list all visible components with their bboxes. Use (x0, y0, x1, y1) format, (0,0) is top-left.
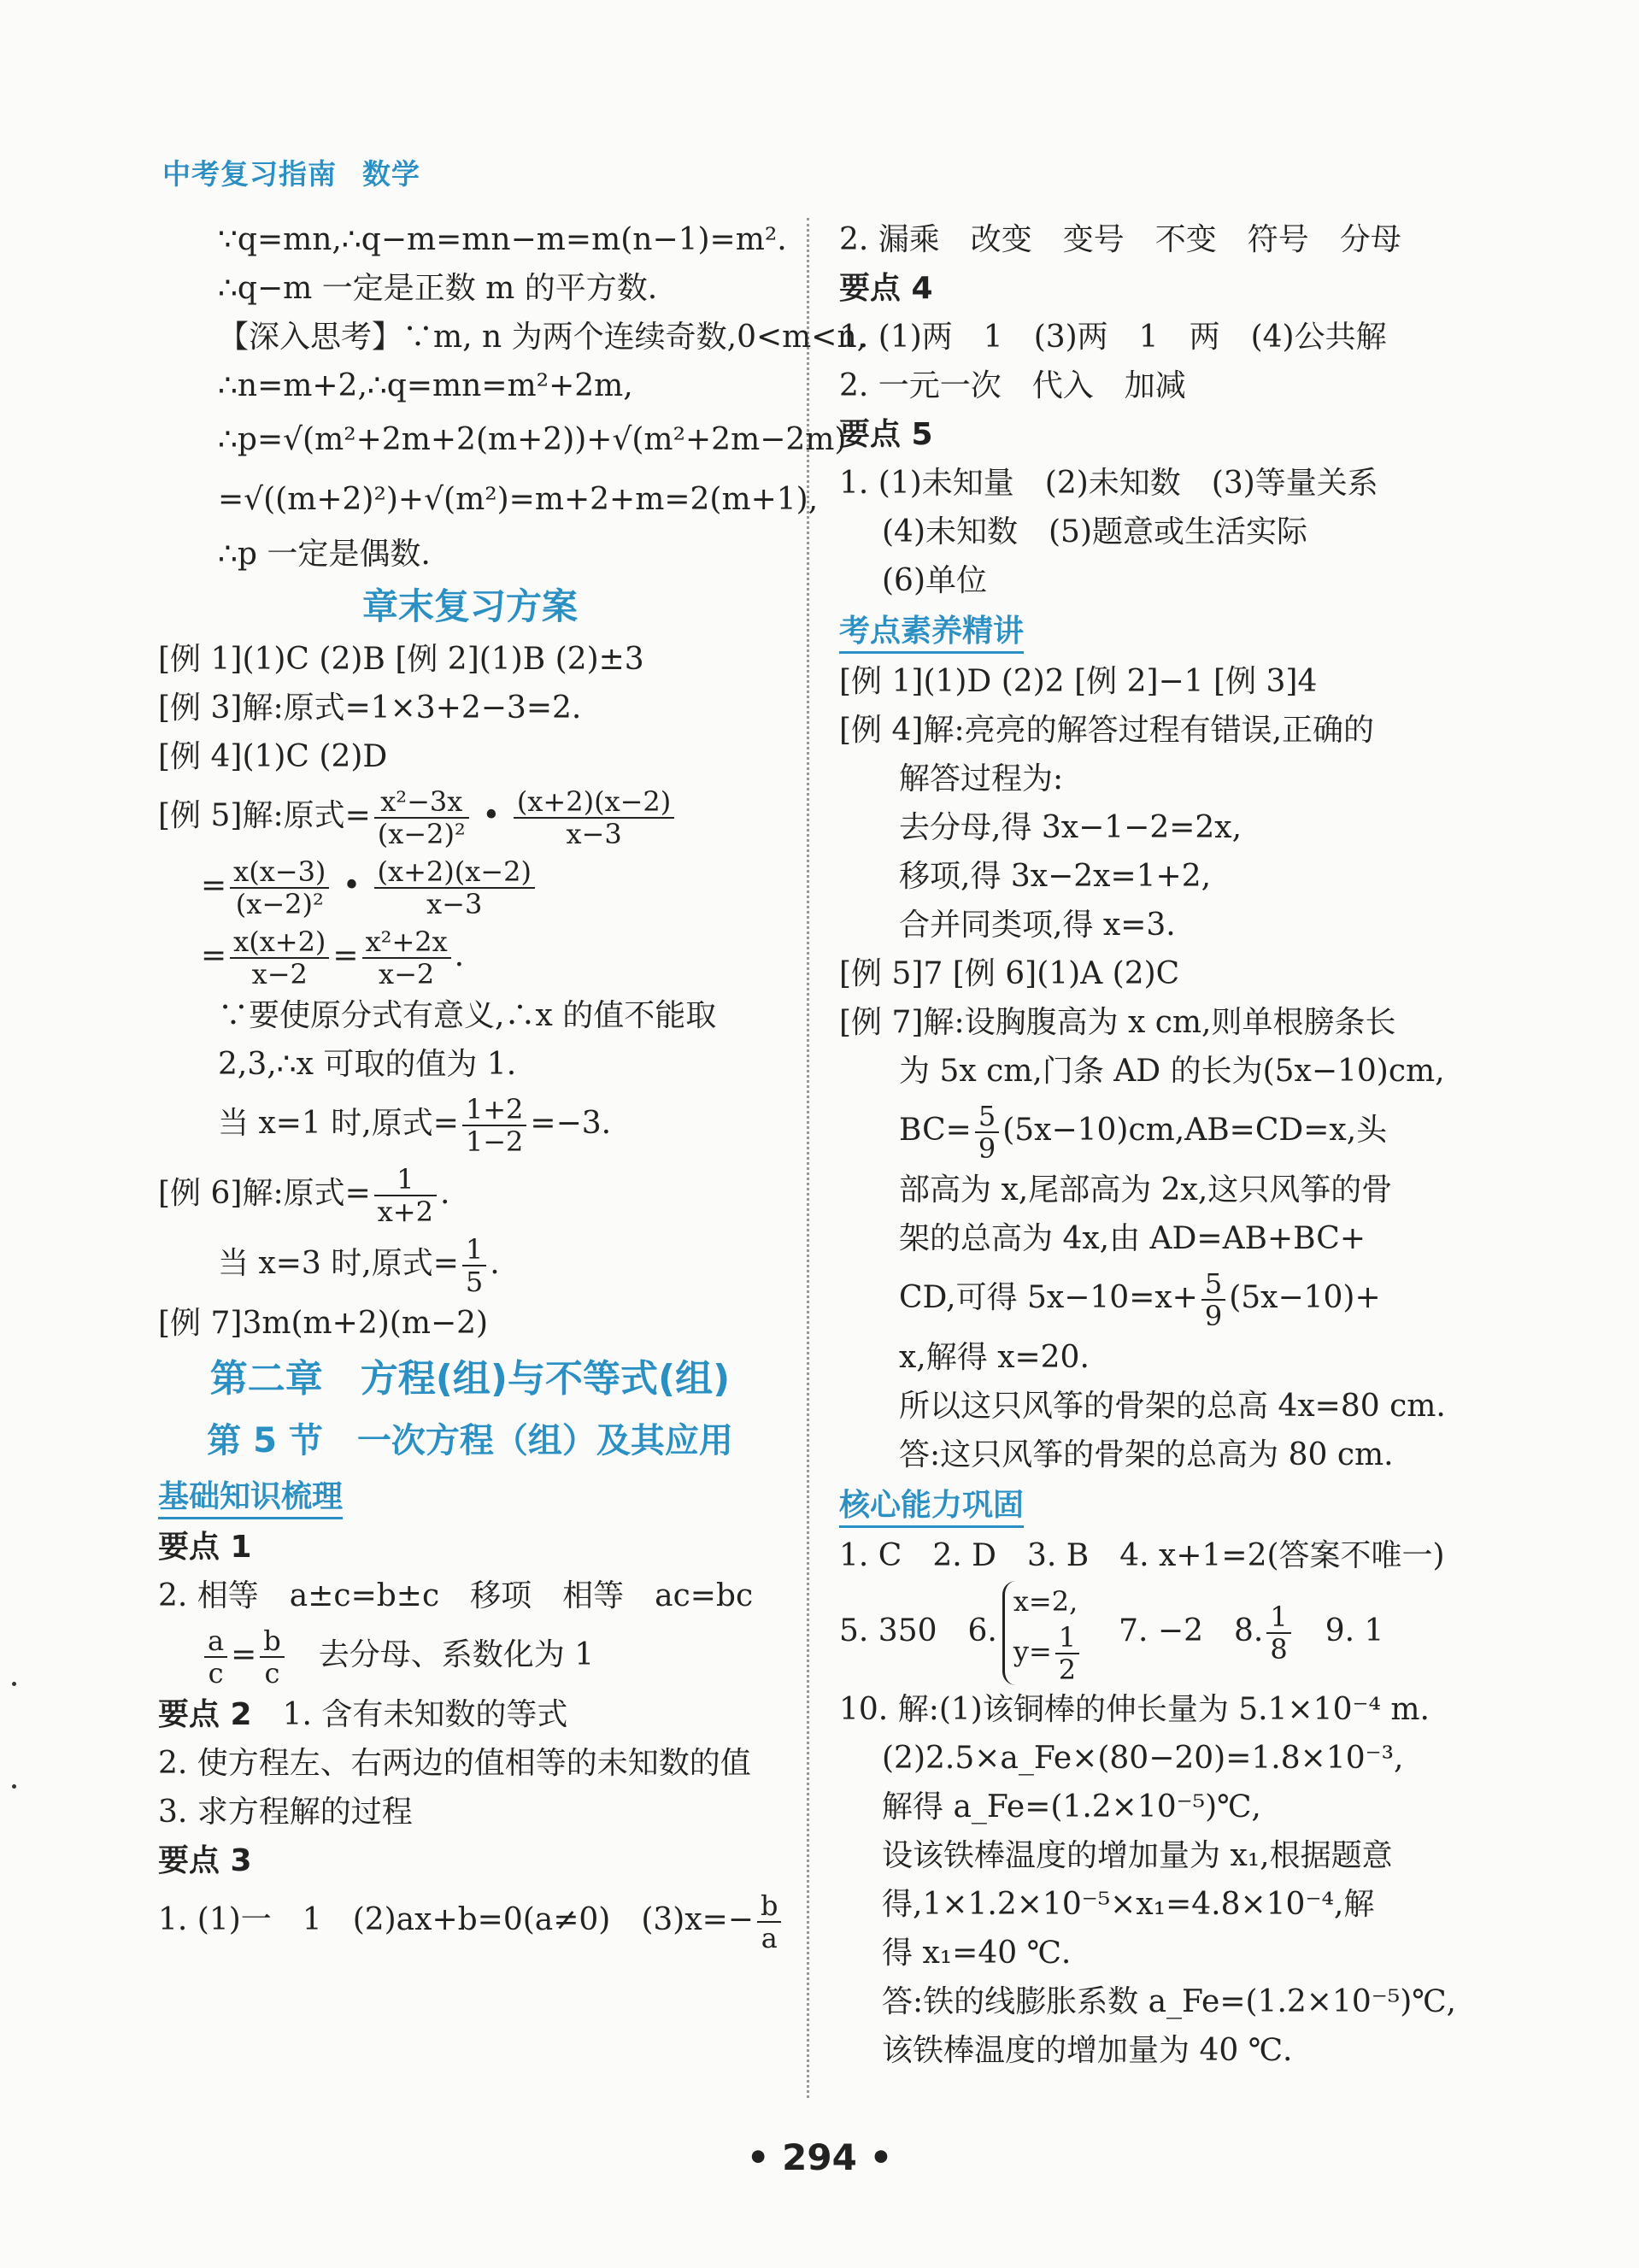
example-6-line: [例 6]解:原式= $\frac{1}{x+2}$ . (158, 1163, 450, 1228)
label: 5. 350 6. (839, 1613, 997, 1648)
denominator: a (761, 1922, 778, 1954)
numerator: (x+2)(x−2) (374, 856, 535, 889)
equals-sign: = (231, 1637, 257, 1672)
text-line: x,解得 x=20. (899, 1340, 1090, 1375)
example-7-line (839, 1096, 1480, 1166)
denominator: (x−2)² (235, 888, 324, 920)
denominator: 9 (978, 1132, 996, 1165)
book-title: 中考复习指南 (162, 157, 337, 191)
example-5-line (158, 781, 782, 851)
section-title: 第 5 节 一次方程（组）及其应用 (207, 1421, 733, 1460)
label: CD,可得 5x−10=x+ (899, 1280, 1198, 1315)
text-line: 2. 漏乘 改变 变号 不变 符号 分母 (839, 222, 1401, 257)
denominator: 8 (1270, 1633, 1288, 1666)
fraction (374, 856, 535, 920)
subject-label: 数学 (362, 157, 420, 191)
numerator: x²+2x (362, 926, 451, 959)
numerator: a (204, 1625, 227, 1658)
point-3-line (158, 1885, 782, 1955)
margin-dot (12, 1682, 16, 1686)
numerator: 1 (462, 1234, 486, 1266)
label: [例 6]解:原式= (158, 1176, 371, 1211)
denominator: x−3 (426, 888, 483, 920)
denominator: c (264, 1657, 280, 1689)
point-heading: 要点 2 (158, 1697, 252, 1732)
label: 1. 含有未知数的等式 (282, 1697, 568, 1732)
label: 当 x=3 时,原式= (218, 1246, 459, 1281)
example-line: [例 5]7 [例 6](1)A (2)C (839, 956, 1180, 991)
text-line: 3. 求方程解的过程 (158, 1795, 413, 1830)
text-line: ∴q−m 一定是正数 m 的平方数. (218, 271, 658, 306)
label: 1. (1)一 1 (2)ax+b=0(a≠0) (3)x=− (158, 1902, 754, 1937)
text-line: 2,3,∴x 可取的值为 1. (218, 1047, 517, 1082)
text-line: 所以这只风筝的骨架的总高 4x=80 cm. (899, 1389, 1446, 1424)
denominator: c (208, 1657, 224, 1689)
equation: x=2, (1013, 1585, 1078, 1618)
example-6-result: 当 x=3 时,原式= $\frac{1}{5}$ . (218, 1233, 500, 1298)
point-heading: 要点 3 (158, 1843, 252, 1878)
label: 7. −2 8. (1119, 1613, 1264, 1648)
numerator: 5 (975, 1101, 999, 1133)
denominator: x−2 (251, 958, 308, 990)
fraction (757, 1890, 781, 1954)
text-line: 得,1×1.2×10⁻⁵×x₁=4.8×10⁻⁴,解 (882, 1887, 1375, 1922)
point-1-line (158, 1620, 782, 1690)
text-line: 1. (1)两 1 (3)两 1 两 (4)公共解 (839, 320, 1387, 355)
running-header (162, 152, 420, 192)
fraction (1266, 1601, 1290, 1665)
fraction (462, 1234, 486, 1297)
left-column (158, 215, 867, 1955)
denominator: (x−2)² (377, 818, 466, 850)
example-line: [例 4]解:亮亮的解答过程有错误,正确的 (839, 713, 1375, 748)
point-heading: 要点 4 (839, 271, 933, 306)
fraction (374, 786, 469, 849)
label: (5x−10)cm,AB=CD=x,头 (1002, 1113, 1388, 1148)
denominator: 1−2 (465, 1125, 524, 1158)
label: [例 5]解:原式= (158, 798, 371, 833)
page-number: • 294 • (746, 2136, 893, 2178)
text-line: ∴n=m+2,∴q=mn=m²+2m, (218, 368, 633, 403)
multiply-dot: • (342, 868, 361, 903)
numerator: b (757, 1890, 781, 1923)
example-5-result (158, 1089, 782, 1159)
equation-system (1002, 1581, 1083, 1685)
margin-dot (12, 1784, 16, 1789)
label: 当 x=1 时,原式= (218, 1106, 459, 1141)
fraction (1055, 1622, 1079, 1685)
text-line: 2. 相等 a±c=b±c 移项 相等 ac=bc (158, 1578, 754, 1613)
numerator: 5 (1201, 1268, 1225, 1301)
example-5-step: = $\frac{x(x+2)}{x-2}$ = $\frac{\text{x²+2x}}{x-2}$ . (201, 925, 465, 990)
numerator: x²−3x (374, 786, 469, 819)
text-line: ∴p 一定是偶数. (218, 537, 431, 572)
text-line: ∵q=mn,∴q−m=mn−m=m(n−1)=m². (218, 222, 787, 257)
label: 去分母、系数化为 1 (318, 1637, 595, 1672)
text-line: 该铁棒温度的增加量为 40 ℃. (882, 2033, 1293, 2068)
text-line: 2. 一元一次 代入 加减 (839, 368, 1186, 403)
text-line: ∴p=√(m²+2m+2(m+2))+√(m²+2m−2m) (218, 422, 847, 457)
text-line: 去分母,得 3x−1−2=2x, (899, 810, 1242, 845)
fraction (514, 786, 674, 849)
answer-line (839, 1580, 1480, 1685)
fraction (230, 856, 329, 920)
example-line: [例 7]3m(m+2)(m−2) (158, 1306, 489, 1341)
fraction (462, 1094, 527, 1157)
example-line: [例 1](1)D (2)2 [例 2]−1 [例 3]4 (839, 664, 1318, 699)
answer-line: 1. C 2. D 3. B 4. x+1=2(答案不唯一) (839, 1538, 1445, 1573)
point-2-line (158, 1690, 782, 1739)
fraction (204, 1625, 227, 1689)
text-line: 部高为 x,尾部高为 2x,这只风筝的骨 (899, 1172, 1393, 1207)
text-line: 答:这只风筝的骨架的总高为 80 cm. (899, 1437, 1394, 1472)
numerator: 1 (374, 1164, 437, 1196)
basics-heading: 基础知识梳理 (158, 1478, 343, 1519)
review-plan-title: 章末复习方案 (361, 585, 578, 627)
numerator: x(x−3) (230, 856, 329, 889)
text-line: (2)2.5×a_Fe×(80−20)=1.8×10⁻³, (882, 1741, 1404, 1776)
numerator: 1 (1266, 1601, 1290, 1634)
chapter-title: 第二章 方程(组)与不等式(组) (209, 1357, 731, 1401)
text-line: (6)单位 (882, 563, 987, 598)
text-line: (4)未知数 (5)题意或生活实际 (882, 514, 1307, 549)
example-line: [例 7]解:设胸腹高为 x cm,则单根膀条长 (839, 1005, 1396, 1040)
point-heading: 要点 5 (839, 417, 933, 452)
example-line: [例 3]解:原式=1×3+2−3=2. (158, 690, 582, 726)
numerator: 1+2 (462, 1094, 527, 1126)
example-line: [例 1](1)C (2)B [例 2](1)B (2)±3 (158, 642, 644, 677)
key-points-heading: 考点素养精讲 (839, 612, 1024, 654)
text-line: 合并同类项,得 x=3. (899, 908, 1176, 943)
label: y= (1013, 1635, 1052, 1668)
text-line: 移项,得 3x−2x=1+2, (899, 859, 1212, 894)
numerator: 1 (1055, 1622, 1079, 1654)
answer-line: 10. 解:(1)该铜棒的伸长量为 5.1×10⁻⁴ m. (839, 1692, 1430, 1727)
denominator: x−3 (566, 818, 622, 850)
fraction (230, 926, 329, 990)
denominator: x−2 (379, 958, 435, 990)
numerator: b (260, 1625, 284, 1658)
fraction (260, 1625, 284, 1689)
fraction (1201, 1268, 1225, 1331)
multiply-dot: • (482, 798, 501, 833)
example-5-step: = $\frac{x(x-3)}{\text{(x−2)²}}$ • $\frac{(x+2)(x-2)}{x-3}$ (158, 851, 782, 921)
text-line: =√((m+2)²)+√(m²)=m+2+m=2(m+1), (218, 482, 819, 517)
fraction (975, 1101, 999, 1164)
point-heading: 要点 1 (158, 1530, 252, 1565)
fraction (374, 1164, 437, 1227)
text-line: 1. (1)未知量 (2)未知数 (3)等量关系 (839, 466, 1378, 501)
numerator: x(x+2) (230, 926, 329, 959)
text-line: 解答过程为: (899, 761, 1064, 796)
text-line: ∵要使原分式有意义,∴x 的值不能取 (218, 998, 717, 1033)
label: =−3. (530, 1106, 612, 1141)
right-column (839, 215, 1480, 2075)
text-line: 架的总高为 4x,由 AD=AB+BC+ (899, 1221, 1366, 1256)
equation (1013, 1622, 1083, 1685)
text-line: 【深入思考】∵m, n 为两个连续奇数,0<m<n, (218, 320, 867, 355)
fraction (362, 926, 451, 990)
text-line: 解得 a_Fe=(1.2×10⁻⁵)℃, (882, 1789, 1261, 1824)
label: (5x−10)+ (1229, 1280, 1381, 1315)
denominator: 9 (1204, 1300, 1223, 1332)
denominator: x+2 (377, 1196, 433, 1228)
numerator: (x+2)(x−2) (514, 786, 674, 819)
text-line: 答:铁的线膨胀系数 a_Fe=(1.2×10⁻⁵)℃, (882, 1984, 1456, 2019)
text-line: 得 x₁=40 ℃. (882, 1936, 1072, 1971)
label: 9. 1 (1325, 1613, 1384, 1648)
text-line: 设该铁棒温度的增加量为 x₁,根据题意 (882, 1838, 1393, 1873)
example-7-line (839, 1263, 1480, 1333)
label: BC= (899, 1113, 972, 1148)
text-line: 2. 使方程左、右两边的值相等的未知数的值 (158, 1746, 751, 1781)
core-ability-heading: 核心能力巩固 (839, 1486, 1024, 1528)
denominator: 5 (465, 1266, 484, 1298)
text-line: 为 5x cm,门条 AD 的长为(5x−10)cm, (899, 1054, 1445, 1089)
example-line: [例 4](1)C (2)D (158, 739, 388, 774)
denominator: 2 (1058, 1654, 1077, 1686)
